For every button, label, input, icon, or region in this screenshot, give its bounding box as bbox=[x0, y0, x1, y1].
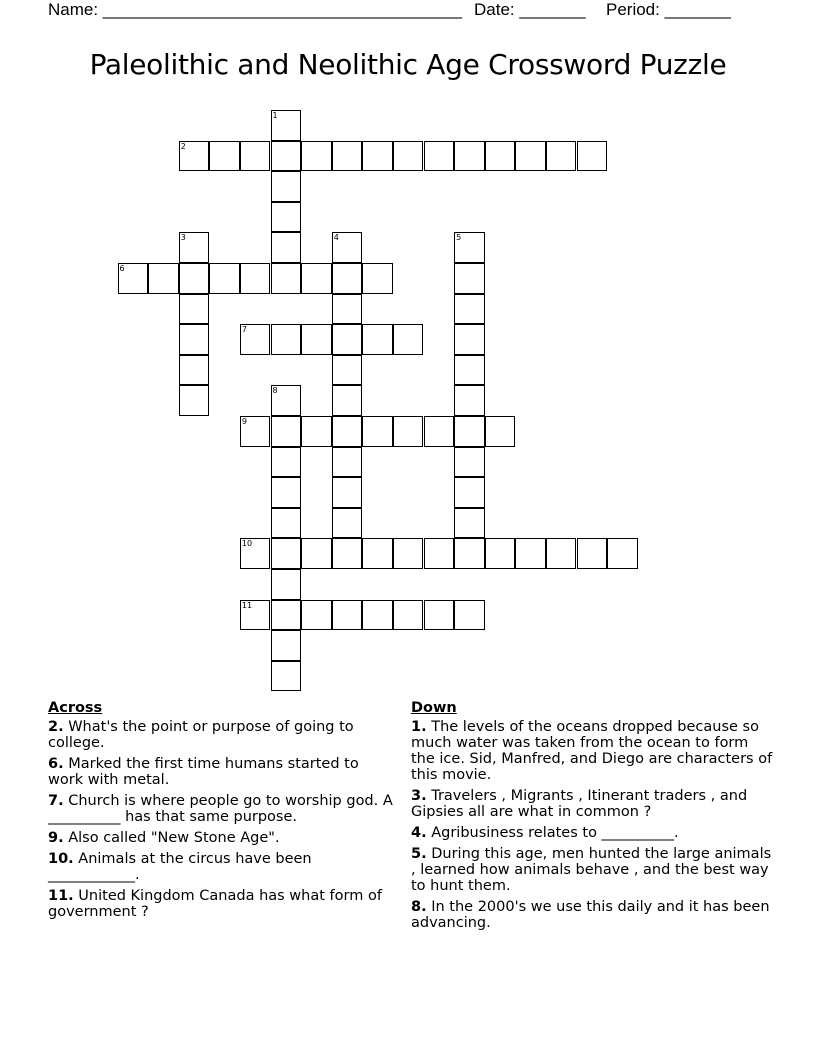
grid-cell[interactable] bbox=[271, 630, 302, 661]
clue-number: 1 bbox=[272, 111, 278, 120]
clue-item-text: Animals at the circus have been ____________. bbox=[48, 851, 312, 883]
grid-cell[interactable] bbox=[271, 324, 302, 355]
grid-cell[interactable] bbox=[454, 538, 485, 569]
grid-cell[interactable] bbox=[271, 141, 302, 172]
grid-cell[interactable] bbox=[179, 263, 210, 294]
grid-cell[interactable] bbox=[332, 324, 363, 355]
grid-cell[interactable] bbox=[179, 385, 210, 416]
clue-item-text: During this age, men hunted the large animals , learned how animals behave , and the best way to hunt them. bbox=[411, 846, 772, 894]
across-clues bbox=[48, 700, 393, 925]
grid-cell[interactable] bbox=[393, 324, 424, 355]
grid-cell[interactable] bbox=[240, 141, 271, 172]
grid-cell[interactable] bbox=[240, 538, 271, 569]
clue-item-number: 10. bbox=[48, 851, 74, 867]
clue-item-text: The levels of the oceans dropped because so much water was taken from the ocean to form the ice. Sid, Manfred, and Diego are characters of this movie. bbox=[411, 719, 773, 783]
grid-cell[interactable] bbox=[332, 477, 363, 508]
grid-cell[interactable] bbox=[209, 263, 240, 294]
clue-item-number: 8. bbox=[411, 899, 427, 915]
clue-item bbox=[411, 788, 776, 820]
grid-cell[interactable] bbox=[332, 294, 363, 325]
grid-cell[interactable] bbox=[424, 141, 455, 172]
clue-item-text: Marked the first time humans started to work with metal. bbox=[48, 756, 359, 788]
clue-number: 7 bbox=[241, 325, 247, 335]
clue-item-number: 9. bbox=[48, 830, 64, 846]
grid-cell[interactable] bbox=[271, 569, 302, 600]
grid-cell[interactable] bbox=[485, 538, 516, 569]
grid-cell[interactable] bbox=[332, 600, 363, 631]
clue-number: 5 bbox=[456, 233, 462, 243]
clue-item bbox=[48, 830, 393, 846]
grid-cell[interactable] bbox=[424, 538, 455, 569]
grid-cell[interactable] bbox=[454, 263, 485, 294]
grid-cell[interactable] bbox=[424, 600, 455, 631]
clue-item-text: What's the point or purpose of going to college. bbox=[48, 719, 354, 751]
grid-cell[interactable] bbox=[393, 416, 424, 447]
clue-item-number: 1. bbox=[411, 719, 427, 735]
grid-cell[interactable] bbox=[454, 447, 485, 478]
grid-cell[interactable] bbox=[271, 661, 302, 692]
clue-number: 8 bbox=[272, 386, 278, 396]
grid-cell[interactable] bbox=[179, 324, 210, 355]
clue-item-number: 6. bbox=[48, 756, 64, 772]
grid-cell[interactable] bbox=[271, 171, 302, 202]
clue-item-number: 4. bbox=[411, 825, 427, 841]
grid-cell[interactable] bbox=[546, 141, 577, 172]
grid-cell[interactable] bbox=[332, 263, 363, 294]
clue-item bbox=[48, 793, 393, 825]
grid-cell[interactable] bbox=[301, 538, 332, 569]
grid-cell[interactable] bbox=[271, 600, 302, 631]
clue-item-number: 5. bbox=[411, 846, 427, 862]
clue-item-text: Travelers , Migrants , Itinerant traders , and Gipsies all are what in common ? bbox=[411, 788, 748, 820]
grid-cell[interactable] bbox=[332, 141, 363, 172]
grid-cell[interactable] bbox=[454, 600, 485, 631]
grid-cell[interactable] bbox=[332, 508, 363, 539]
grid-cell[interactable] bbox=[577, 538, 608, 569]
grid-cell[interactable] bbox=[209, 141, 240, 172]
date-field: Date: _______ bbox=[474, 0, 586, 19]
grid-cell[interactable] bbox=[179, 141, 210, 172]
clue-number: 3 bbox=[180, 233, 186, 243]
grid-cell[interactable] bbox=[362, 324, 393, 355]
clue-item bbox=[411, 825, 776, 841]
grid-cell[interactable] bbox=[271, 447, 302, 478]
grid-cell[interactable] bbox=[362, 416, 393, 447]
grid-cell[interactable] bbox=[393, 141, 424, 172]
grid-cell[interactable] bbox=[454, 141, 485, 172]
grid-cell[interactable] bbox=[118, 263, 149, 294]
grid-cell[interactable] bbox=[454, 385, 485, 416]
grid-cell[interactable] bbox=[332, 416, 363, 447]
clue-item-text: United Kingdom Canada has what form of government ? bbox=[48, 888, 382, 920]
grid-cell[interactable] bbox=[607, 538, 638, 569]
grid-cell[interactable] bbox=[332, 538, 363, 569]
grid-cell[interactable] bbox=[454, 232, 485, 263]
grid-cell[interactable] bbox=[454, 294, 485, 325]
across-heading: Across bbox=[48, 700, 103, 716]
grid-cell[interactable] bbox=[179, 355, 210, 386]
clue-item-number: 2. bbox=[48, 719, 64, 735]
clue-item bbox=[411, 719, 776, 783]
grid-cell[interactable] bbox=[485, 141, 516, 172]
clue-item-number: 3. bbox=[411, 788, 427, 804]
grid-cell[interactable] bbox=[485, 416, 516, 447]
grid-cell[interactable] bbox=[515, 538, 546, 569]
period-field: Period: _______ bbox=[606, 0, 731, 19]
grid-cell[interactable] bbox=[546, 538, 577, 569]
clue-number: 10 bbox=[241, 539, 253, 549]
grid-cell[interactable] bbox=[301, 416, 332, 447]
grid-cell[interactable] bbox=[301, 324, 332, 355]
down-clues bbox=[411, 700, 776, 936]
grid-cell[interactable] bbox=[271, 477, 302, 508]
clue-item-text: Also called "New Stone Age". bbox=[63, 830, 280, 846]
grid-cell[interactable] bbox=[301, 263, 332, 294]
grid-cell[interactable] bbox=[332, 232, 363, 263]
clue-item-number: 7. bbox=[48, 793, 64, 809]
clue-item bbox=[48, 756, 393, 788]
clue-item bbox=[48, 719, 393, 751]
grid-cell[interactable] bbox=[240, 600, 271, 631]
grid-cell[interactable] bbox=[271, 385, 302, 416]
grid-cell[interactable] bbox=[332, 355, 363, 386]
grid-cell[interactable] bbox=[271, 416, 302, 447]
grid-cell[interactable] bbox=[454, 477, 485, 508]
grid-cell[interactable] bbox=[271, 232, 302, 263]
clue-item-text: Agribusiness relates to __________. bbox=[426, 825, 679, 841]
grid-cell[interactable] bbox=[271, 508, 302, 539]
grid-cell[interactable] bbox=[454, 324, 485, 355]
clue-item-number: 11. bbox=[48, 888, 74, 904]
clue-item bbox=[48, 888, 393, 920]
grid-cell[interactable] bbox=[271, 538, 302, 569]
clue-number: 2 bbox=[180, 141, 186, 151]
grid-cell[interactable] bbox=[271, 110, 302, 141]
grid-cell[interactable] bbox=[179, 294, 210, 325]
grid-cell[interactable] bbox=[454, 355, 485, 386]
clue-number: 4 bbox=[333, 233, 339, 243]
grid-cell[interactable] bbox=[332, 447, 363, 478]
clue-number: 9 bbox=[241, 417, 247, 426]
grid-cell[interactable] bbox=[240, 416, 271, 447]
grid-cell[interactable] bbox=[271, 202, 302, 233]
grid-cell[interactable] bbox=[179, 232, 210, 263]
grid-cell[interactable] bbox=[362, 141, 393, 172]
name-field: Name: ______________________________________ bbox=[48, 0, 463, 19]
down-heading: Down bbox=[411, 700, 457, 716]
grid-cell[interactable] bbox=[454, 416, 485, 447]
clue-item bbox=[48, 851, 393, 883]
grid-cell[interactable] bbox=[301, 600, 332, 631]
clue-number: 6 bbox=[119, 264, 125, 273]
clue-item-text: In the 2000's we use this daily and it has been advancing. bbox=[411, 899, 770, 931]
grid-cell[interactable] bbox=[424, 416, 455, 447]
clue-item bbox=[411, 846, 776, 894]
clue-item-text: Church is where people go to worship god. A __________ has that same purpose. bbox=[48, 793, 393, 825]
grid-cell[interactable] bbox=[577, 141, 608, 172]
grid-cell[interactable] bbox=[240, 263, 271, 294]
grid-cell[interactable] bbox=[362, 538, 393, 569]
clue-number: 11 bbox=[241, 600, 253, 610]
grid-cell[interactable] bbox=[393, 538, 424, 569]
grid-cell[interactable] bbox=[362, 263, 393, 294]
grid-cell[interactable] bbox=[515, 141, 546, 172]
grid-cell[interactable] bbox=[301, 141, 332, 172]
grid-cell[interactable] bbox=[240, 324, 271, 355]
page-title: Paleolithic and Neolithic Age Crossword Puzzle bbox=[89, 48, 727, 81]
grid-cell[interactable] bbox=[362, 600, 393, 631]
grid-cell[interactable] bbox=[332, 385, 363, 416]
grid-cell[interactable] bbox=[271, 263, 302, 294]
grid-cell[interactable] bbox=[393, 600, 424, 631]
clue-item bbox=[411, 899, 776, 931]
grid-cell[interactable] bbox=[148, 263, 179, 294]
grid-cell[interactable] bbox=[454, 508, 485, 539]
